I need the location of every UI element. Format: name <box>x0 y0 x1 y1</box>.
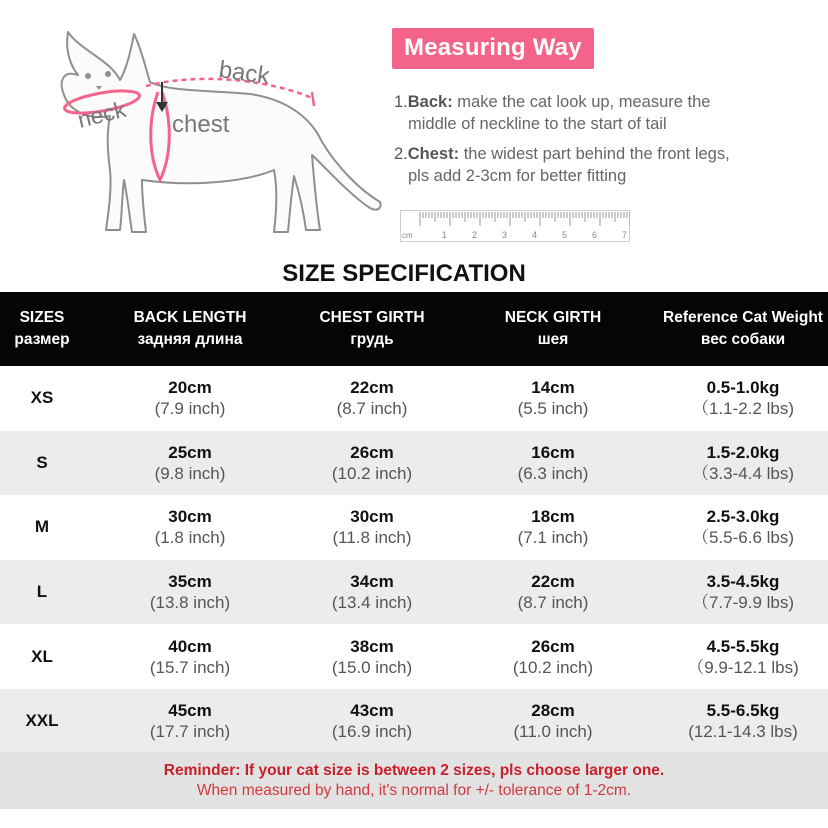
back-label: back <box>217 56 272 90</box>
reminder-banner <box>0 752 828 809</box>
weight-cell: 4.5-5.5kg （9.9-12.1 lbs) <box>687 636 799 677</box>
table-row <box>0 624 828 689</box>
table-row <box>0 495 828 560</box>
measuring-guide <box>0 0 828 258</box>
cat-measuring-illustration <box>50 20 390 250</box>
header-cat-weight: Reference Cat Weight вес собаки <box>663 309 823 348</box>
ruler-unit: cm <box>402 231 413 240</box>
weight-cell: 0.5-1.0kg （1.1-2.2 lbs) <box>691 378 795 419</box>
cat-eye-right <box>105 71 111 77</box>
table-row <box>0 366 828 431</box>
weight-cell: 2.5-3.0kg （5.5-6.6 lbs) <box>691 507 795 548</box>
back-length-cell: 40cm (15.7 inch) <box>149 636 231 677</box>
header-back-length: BACK LENGTH задняя длина <box>133 309 247 348</box>
chest-girth-cell: 22cm (8.7 inch) <box>336 378 408 419</box>
measuring-way-title: Measuring Way <box>392 28 594 69</box>
ruler-icon <box>400 210 630 242</box>
table-body <box>0 366 828 754</box>
chest-girth-cell: 43cm (16.9 inch) <box>331 701 413 742</box>
ruler-label: 1 <box>442 230 448 240</box>
header-sizes: SIZES размер <box>14 309 70 348</box>
chest-girth-cell: 38cm (15.0 inch) <box>331 636 413 677</box>
weight-cell: 3.5-4.5kg （7.7-9.9 lbs) <box>691 572 795 613</box>
chest-label: chest <box>172 111 230 138</box>
table-header <box>0 292 828 366</box>
neck-girth-cell: 22cm (8.7 inch) <box>517 572 589 613</box>
measuring-instructions <box>392 28 812 187</box>
size-cell: XL <box>31 646 53 666</box>
ruler-label: 6 <box>592 230 598 240</box>
chest-girth-cell: 30cm (11.8 inch) <box>332 507 412 548</box>
chest-girth-cell: 34cm (13.4 inch) <box>331 572 413 613</box>
size-specification-title: SIZE SPECIFICATION <box>282 260 526 287</box>
chest-girth-cell: 26cm (10.2 inch) <box>331 442 413 483</box>
neck-girth-cell: 14cm (5.5 inch) <box>517 378 589 419</box>
ruler-label: 7 <box>622 230 628 240</box>
neck-girth-cell: 28cm (11.0 inch) <box>513 701 593 742</box>
back-length-cell: 30cm (1.8 inch) <box>154 507 226 548</box>
neck-label: neck <box>74 95 129 133</box>
neck-girth-cell: 18cm (7.1 inch) <box>517 507 589 548</box>
back-measure-end <box>312 92 314 106</box>
table-row <box>0 689 828 754</box>
size-cell: XS <box>30 388 54 408</box>
reminder-line-2: When measured by hand, it's normal for +/- tolerance of 1-2cm. <box>196 782 632 799</box>
back-length-cell: 45cm (17.7 inch) <box>149 701 231 742</box>
instruction-chest: 2.Chest: the widest part behind the front legs, pls add 2-3cm for better fitting <box>394 145 730 185</box>
instruction-back: 1.Back: make the cat look up, measure the middle of neckline to the start of tail <box>394 93 711 133</box>
header-neck-girth: NECK GIRTH шея <box>504 309 602 348</box>
ruler-label: 3 <box>502 230 508 240</box>
weight-cell: 5.5-6.5kg (12.1-14.3 lbs) <box>688 701 798 742</box>
ruler-label: 5 <box>562 230 568 240</box>
ruler-label: 4 <box>532 230 538 240</box>
header-chest-girth: CHEST GIRTH грудь <box>319 309 425 348</box>
size-cell: S <box>36 452 48 472</box>
back-length-cell: 20cm (7.9 inch) <box>154 378 226 419</box>
neck-girth-cell: 16cm (6.3 inch) <box>517 442 589 483</box>
cat-eye-left <box>85 73 91 79</box>
neck-girth-cell: 26cm (10.2 inch) <box>512 636 594 677</box>
size-cell: M <box>34 517 50 537</box>
weight-cell: 1.5-2.0kg （3.3-4.4 lbs) <box>691 442 795 483</box>
size-cell: L <box>36 582 48 602</box>
table-row <box>0 560 828 625</box>
size-table <box>0 292 828 754</box>
table-row <box>0 431 828 496</box>
size-cell: XXL <box>25 711 59 731</box>
back-length-cell: 25cm (9.8 inch) <box>154 442 226 483</box>
back-length-cell: 35cm (13.8 inch) <box>149 572 231 613</box>
ruler-label: 2 <box>472 230 478 240</box>
reminder-line-1: Reminder: If your cat size is between 2 sizes, pls choose larger one. <box>163 762 665 779</box>
